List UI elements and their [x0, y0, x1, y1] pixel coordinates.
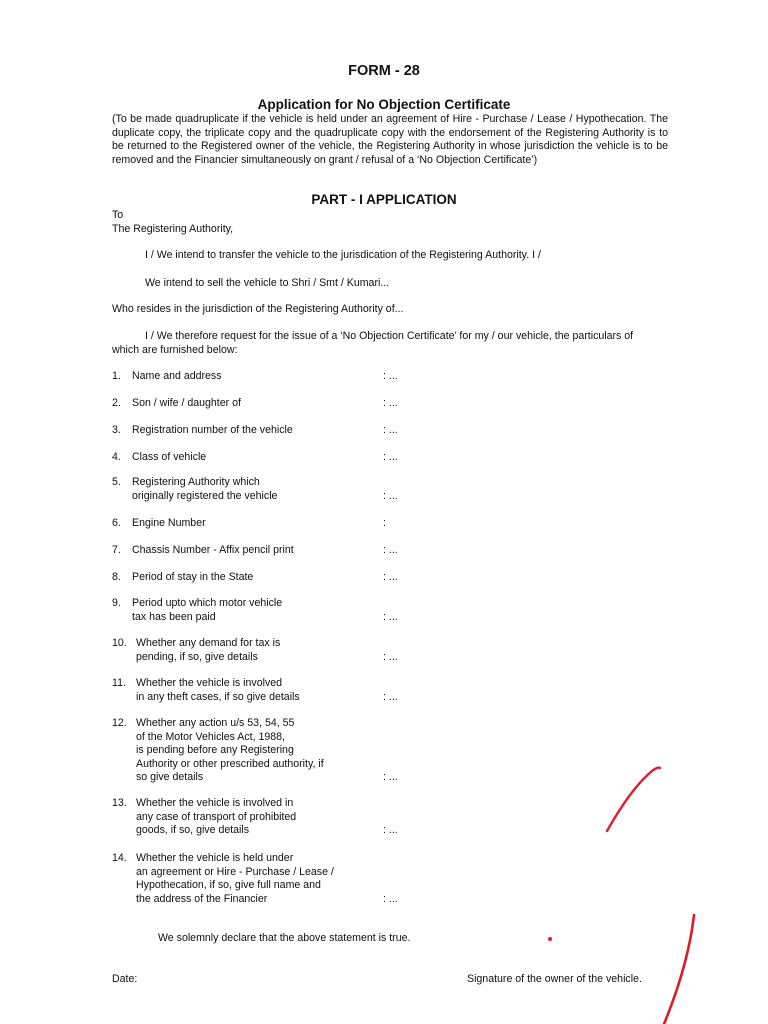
application-title: Application for No Objection Certificate — [257, 97, 511, 112]
item-label: Period of stay in the State — [132, 571, 254, 583]
item-value-field[interactable]: : ... — [383, 397, 398, 409]
pen-stroke-mark — [607, 768, 660, 831]
item-value-field[interactable]: : ... — [383, 451, 398, 463]
item-value-field[interactable]: : ... — [383, 489, 398, 502]
item-number: 7. — [112, 544, 121, 556]
item-label: Registering Authority which originally registered the vehicle — [132, 476, 278, 502]
item-value-field[interactable]: : ... — [383, 771, 398, 783]
intend-sell-text: We intend to sell the vehicle to Shri / Smt / Kumari... — [145, 277, 390, 289]
item-value-field[interactable]: : — [383, 517, 386, 529]
item-value-field[interactable]: : ... — [383, 544, 398, 556]
resides-text: Who resides in the jurisdiction of the Registering Authority of... — [112, 303, 404, 315]
request-line-2: which are furnished below: — [112, 343, 238, 356]
item-label: Son / wife / daughter of — [132, 397, 241, 409]
item-value-field[interactable]: : ... — [383, 892, 398, 905]
item-label: Whether the vehicle is held under an agreement or Hire - Purchase / Lease / Hypothecation, if so, give full name and the address of the Financier — [136, 852, 334, 905]
item-number: 14. — [112, 852, 127, 864]
item-label: Name and address — [132, 370, 222, 382]
item-number: 13. — [112, 797, 127, 809]
item-label: Period upto which motor vehicle tax has been paid — [132, 597, 283, 623]
signature-label: Signature of the owner of the vehicle. — [467, 973, 642, 985]
addressee: The Registering Authority, — [112, 223, 234, 235]
item-number: 10. — [112, 637, 127, 649]
item-label: Registration number of the vehicle — [132, 424, 293, 436]
to-label: To — [112, 209, 124, 221]
item-value-field[interactable]: : ... — [383, 690, 398, 703]
pen-dot-mark — [548, 937, 552, 941]
item-label: Whether the vehicle is involved in any case of transport of prohibited goods, if so, give details — [136, 797, 297, 836]
pen-stroke-mark — [664, 915, 694, 1024]
item-label: Chassis Number - Affix pencil print — [132, 544, 294, 556]
item-value-field[interactable]: : ... — [383, 650, 398, 663]
item-value-field[interactable]: : ... — [383, 571, 398, 583]
item-number: 12. — [112, 717, 127, 729]
item-label: Whether the vehicle is involved in any theft cases, if so give details — [136, 677, 300, 703]
item-number: 9. — [112, 597, 121, 609]
date-label: Date: — [112, 973, 138, 985]
item-number: 2. — [112, 397, 121, 409]
item-label: Whether any demand for tax is pending, if so, give details — [136, 637, 281, 663]
part-title: PART - I APPLICATION — [311, 192, 457, 207]
intend-transfer-text: I / We intend to transfer the vehicle to the jurisdication of the Registering Authority. I / — [145, 249, 541, 261]
item-number: 3. — [112, 424, 121, 436]
item-value-field[interactable]: : ... — [383, 424, 398, 436]
instructions-note: (To be made quadruplicate if the vehicle is held under an agreement of Hire - Purchase / Lease / Hypothecation. The duplicate copy, the triplicate copy and the quadruplicate copy with the endorsement of the Registering Authority is to be returned to the Registered owner of the vehicle, the Registering Authority in whose jurisdiction the vehicle is to be removed and the Financier simultaneously on grant / refusal of a ‘No Objection Certificate’) — [112, 113, 668, 166]
item-value-field[interactable]: : ... — [383, 610, 398, 623]
item-number: 5. — [112, 476, 121, 488]
item-value-field[interactable]: : ... — [383, 370, 398, 382]
item-number: 6. — [112, 517, 121, 529]
item-label: Engine Number — [132, 517, 206, 529]
item-label: Whether any action u/s 53, 54, 55 of the Motor Vehicles Act, 1988, is pending before any Registering Authority or other prescribed authority, if so give details — [136, 717, 324, 783]
item-number: 8. — [112, 571, 121, 583]
item-number: 1. — [112, 370, 121, 382]
form-title: FORM - 28 — [348, 63, 420, 79]
request-line-1: I / We therefore request for the issue of a ‘No Objection Certificate’ for my / our vehicle, the particulars of — [145, 330, 634, 342]
item-label: Class of vehicle — [132, 451, 207, 463]
item-number: 11. — [112, 677, 126, 689]
item-number: 4. — [112, 451, 121, 463]
item-value-field[interactable]: : ... — [383, 824, 398, 836]
declaration-text: We solemnly declare that the above statement is true. — [158, 932, 411, 944]
